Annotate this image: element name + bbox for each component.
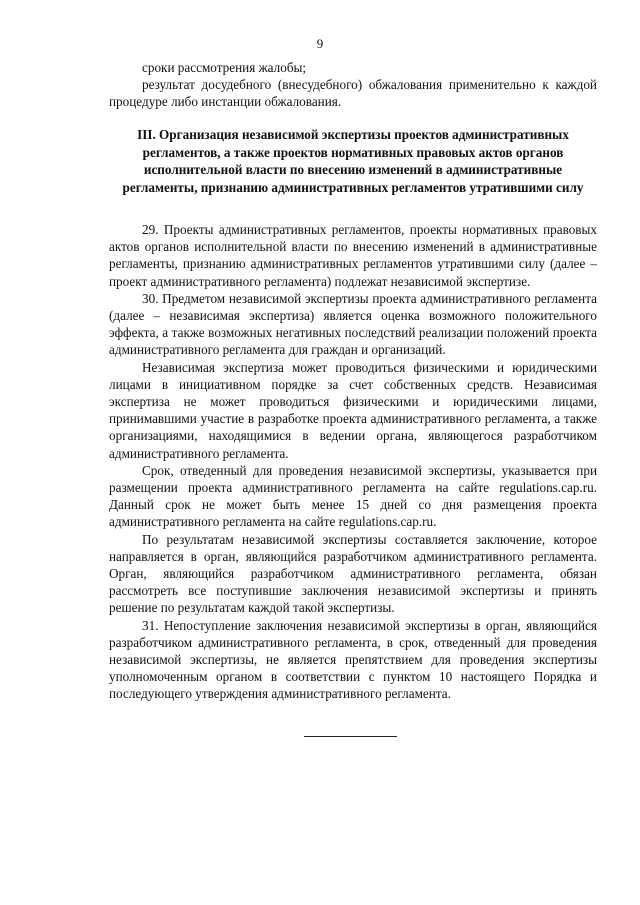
list-item: результат досудебного (внесудебного) обжалования применительно к каждой процедуре либо инстанции обжалования. bbox=[109, 77, 597, 110]
section-body bbox=[109, 221, 597, 703]
section-heading: III. Организация независимой экспертизы проектов административных регламентов, а также проектов нормативных правовых актов органов исполнительной власти по внесению изменений в административные регламенты, признанию административных регламентов утратившими силу bbox=[122, 127, 584, 195]
paragraph: По результатам независимой экспертизы составляется заключение, которое направляется в орган, являющийся разработчиком административного регламента. Орган, являющийся разработчиком административного регламента, обязан рассмотреть все поступившие заключения независимой экспертизы и принять решение по результатам каждой такой экспертизы. bbox=[109, 531, 597, 616]
page-number: 9 bbox=[316, 36, 324, 51]
end-divider bbox=[304, 736, 397, 737]
list-item: сроки рассмотрения жалобы; bbox=[142, 60, 307, 75]
paragraph-31: 31. Непоступление заключения независимой экспертизы в орган, являющийся разработчиком административного регламента, в срок, отведенный для проведения независимой экспертизы, не является препятствием для проведения экспертизы уполномоченным органом в соответствии с пунктом 10 настоящего Порядка и последующего утверждения административного регламента. bbox=[109, 617, 597, 702]
paragraph-29: 29. Проекты административных регламентов, проекты нормативных правовых актов органов исполнительной власти по внесению изменений в административные регламенты, признанию административных регламентов утратившими силу (далее – проект административного регламента) подлежат независимой экспертизе. bbox=[109, 222, 597, 289]
paragraph: Независимая экспертиза может проводиться физическими и юридическими лицами в инициативном порядке за счет собственных средств. Независимая экспертиза не может проводиться физическими и юридическими лицами, принимавшими участие в разработке проекта административного регламента, а также организациями, находящимися в ведении органа, являющегося разработчиком административного регламента. bbox=[109, 359, 597, 461]
paragraph-30: 30. Предметом независимой экспертизы проекта административного регламента (далее – независимая экспертиза) является оценка возможного положительного эффекта, а также возможных негативных последствий реализации положений проекта административного регламента для граждан и организаций. bbox=[109, 290, 597, 358]
intro-list bbox=[109, 59, 597, 111]
paragraph: Срок, отведенный для проведения независимой экспертизы, указывается при размещении проекта административного регламента на сайте regulations.cap.ru. Данный срок не может быть менее 15 дней со дня размещения проекта административного регламента на сайте regulations.cap.ru. bbox=[109, 462, 597, 530]
